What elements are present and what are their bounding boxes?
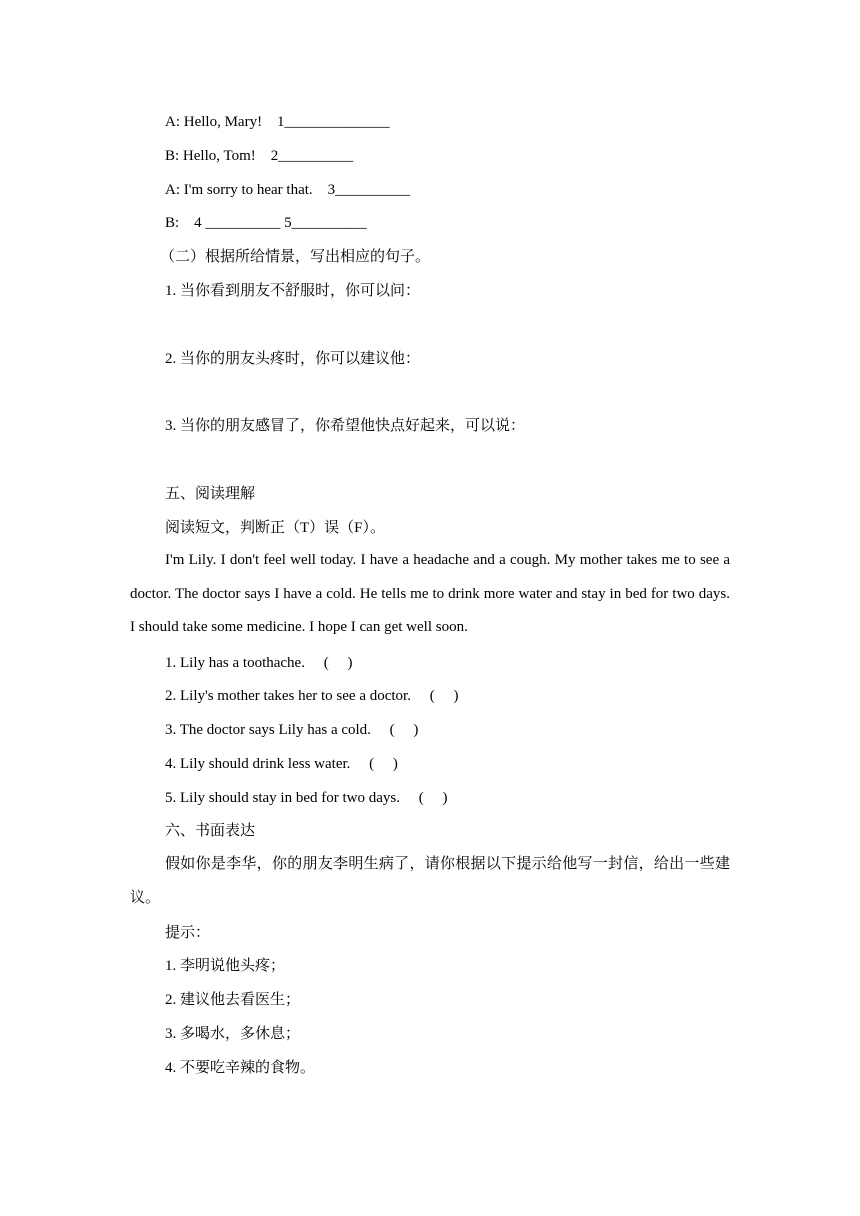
question-4: 4. Lily should drink less water. ( ) xyxy=(165,756,398,772)
dialogue-line-2: B: Hello, Tom! 2__________ xyxy=(165,148,354,164)
section2-item-2: 2. 当你的朋友头疼时，你可以建议他： xyxy=(165,351,421,367)
question-5: 5. Lily should stay in bed for two days. ( ) xyxy=(165,790,448,806)
question-2: 2. Lily's mother takes her to see a doctor. ( ) xyxy=(165,688,459,704)
section6-heading: 六、书面表达 xyxy=(165,823,256,839)
section5-heading: 五、阅读理解 xyxy=(165,486,256,502)
section5-instruction: 阅读短文，判断正（T）误（F）。 xyxy=(165,520,386,536)
question-3: 3. The doctor says Lily has a cold. ( ) xyxy=(165,722,419,738)
hint-1: 1. 李明说他头疼； xyxy=(165,958,286,974)
writing-prompt: 假如你是李华，你的朋友李明生病了，请你根据以下提示给他写一封信，给出一些建议。 xyxy=(130,856,730,906)
reading-passage: I'm Lily. I don't feel well today. I have a headache and a cough. My mother takes me to see a doctor. The doctor says I have a cold. He tells me to drink more water and stay in bed for two days. I should take some medicine. I hope I can get well soon. xyxy=(130,552,730,636)
dialogue-line-4: B: 4 __________ 5__________ xyxy=(165,215,367,231)
hint-label: 提示： xyxy=(165,925,211,941)
hint-2: 2. 建议他去看医生； xyxy=(165,992,301,1008)
section2-item-1: 1. 当你看到朋友不舒服时，你可以问： xyxy=(165,283,421,299)
dialogue-line-3: A: I'm sorry to hear that. 3__________ xyxy=(165,182,411,198)
dialogue-line-1: A: Hello, Mary! 1______________ xyxy=(165,114,390,130)
hint-3: 3. 多喝水，多休息； xyxy=(165,1026,301,1042)
hint-4: 4. 不要吃辛辣的食物。 xyxy=(165,1060,316,1076)
section2-heading: （二）根据所给情景，写出相应的句子。 xyxy=(160,249,431,265)
question-1: 1. Lily has a toothache. ( ) xyxy=(165,655,353,671)
section2-item-3: 3. 当你的朋友感冒了，你希望他快点好起来，可以说： xyxy=(165,418,526,434)
